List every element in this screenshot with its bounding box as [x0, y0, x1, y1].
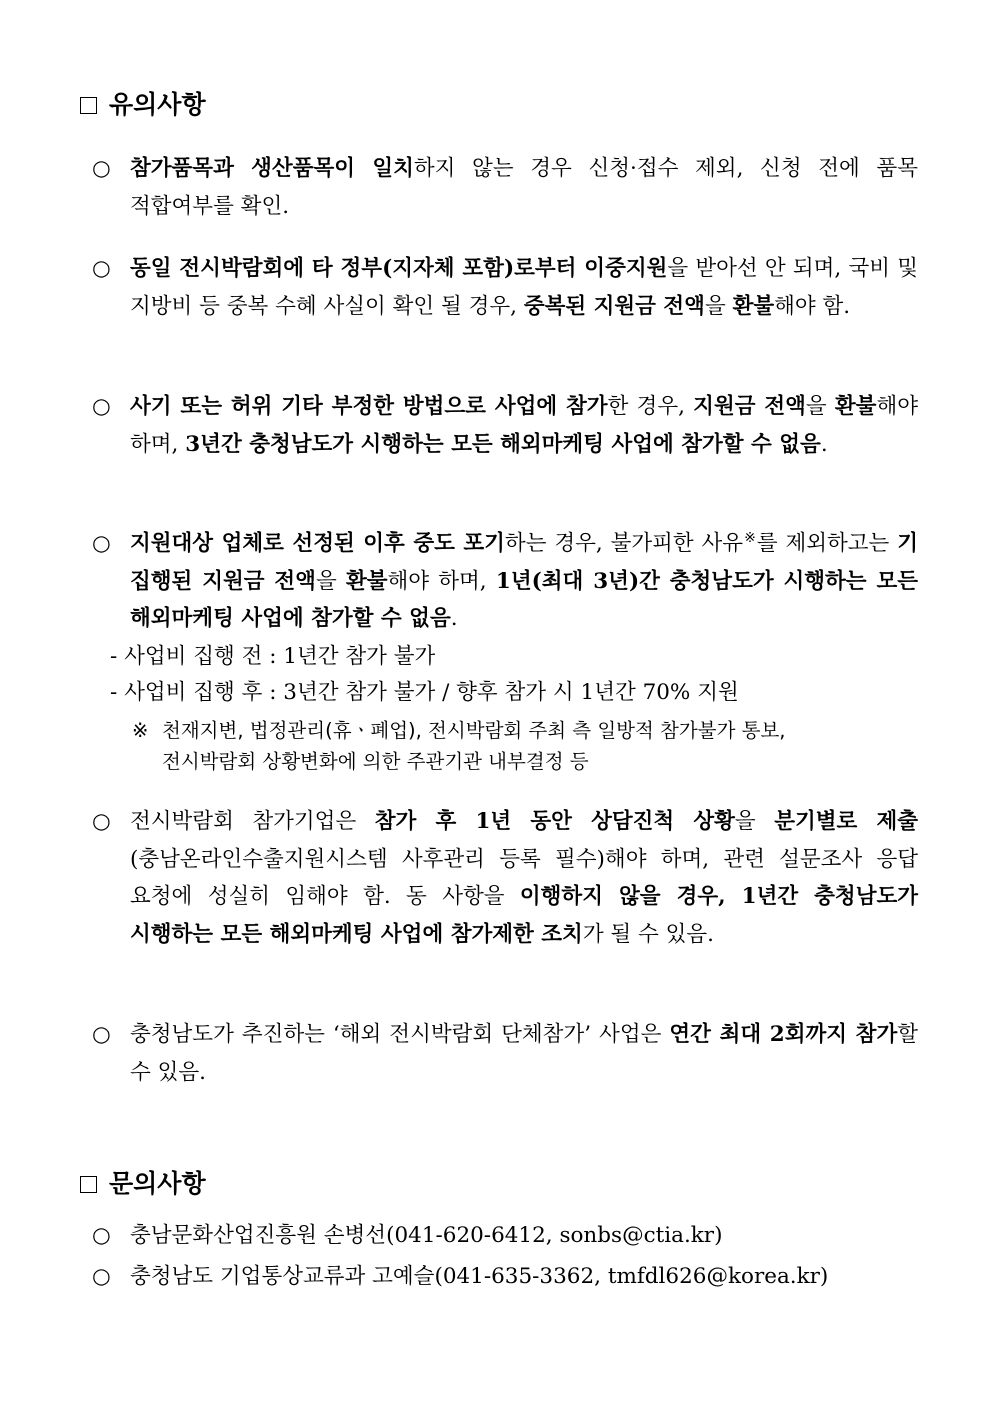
notice-item-5: ○ 전시박람회 참가기업은 참가 후 1년 동안 상담진척 상황을 분기별로 제출(충남온라인수출지원시스템 사후관리 등록 필수)해야 하며, 관련 설문조사 응답 요청에 성실히 임해야 함. 동 사항을 이행하지 않을 경우, 1년간 충청남도가 시행하는 모든 해외마케팅 사업에 참가제한 조치가 될 수 있음. — [92, 803, 918, 953]
notice-item-1: ○ 참가품목과 생산품목이 일치하지 않는 경우 신청·접수 제외, 신청 전에 품목 적합여부를 확인. — [92, 150, 918, 225]
circle-bullet-icon: ○ — [92, 156, 111, 181]
section-title-notice: 유의사항 — [80, 89, 206, 121]
footnote: ※ 천재지변, 법정관리(휴ㆍ폐업), 전시박람회 주최 측 일방적 참가불가 통보, 전시박람회 상황변화에 의한 주관기관 내부결정 등 — [132, 715, 932, 777]
circle-bullet-icon: ○ — [92, 1223, 111, 1248]
circle-bullet-icon: ○ — [92, 1264, 111, 1289]
notice-item-4: ○ 지원대상 업체로 선정된 이후 중도 포기하는 경우, 불가피한 사유※를 제외하고는 기 집행된 지원금 전액을 환불해야 하며, 1년(최대 3년)간 충청남도가 시행하는 모든 해외마케팅 사업에 참가할 수 없음. — [92, 525, 918, 638]
circle-bullet-icon: ○ — [92, 531, 111, 556]
notice-item-3: ○ 사기 또는 허위 기타 부정한 방법으로 사업에 참가한 경우, 지원금 전액을 환불해야 하며, 3년간 충청남도가 시행하는 모든 해외마케팅 사업에 참가할 수 없음. — [92, 388, 918, 463]
contact-item-2: ○ 충청남도 기업통상교류과 고예슬(041-635-3362, tmfdl626@korea.kr) — [92, 1257, 932, 1297]
reference-mark: ※ — [743, 529, 757, 546]
sub-item-after-spending: - 사업비 집행 후 : 3년간 참가 불가 / 향후 참가 시 1년간 70% 지원 — [110, 680, 739, 705]
circle-bullet-icon: ○ — [92, 809, 111, 834]
notice-item-6: ○ 충청남도가 추진하는 ‘해외 전시박람회 단체참가’ 사업은 연간 최대 2회까지 참가할 수 있음. — [92, 1016, 918, 1091]
checkbox-square-icon — [80, 97, 97, 114]
contact-item-1: ○ 충남문화산업진흥원 손병선(041-620-6412, sonbs@ctia.kr) — [92, 1216, 932, 1256]
circle-bullet-icon: ○ — [92, 1022, 111, 1047]
notice-item-2: ○ 동일 전시박람회에 타 정부(지자체 포함)로부터 이중지원을 받아선 안 되며, 국비 및 지방비 등 중복 수혜 사실이 확인 될 경우, 중복된 지원금 전액을 환불해야 함. — [92, 250, 918, 325]
reference-mark: ※ — [132, 719, 149, 742]
section-title-inquiry: 문의사항 — [80, 1168, 206, 1200]
sub-item-before-spending: - 사업비 집행 전 : 1년간 참가 불가 — [110, 644, 436, 669]
circle-bullet-icon: ○ — [92, 256, 111, 281]
checkbox-square-icon — [80, 1176, 97, 1193]
circle-bullet-icon: ○ — [92, 394, 111, 419]
